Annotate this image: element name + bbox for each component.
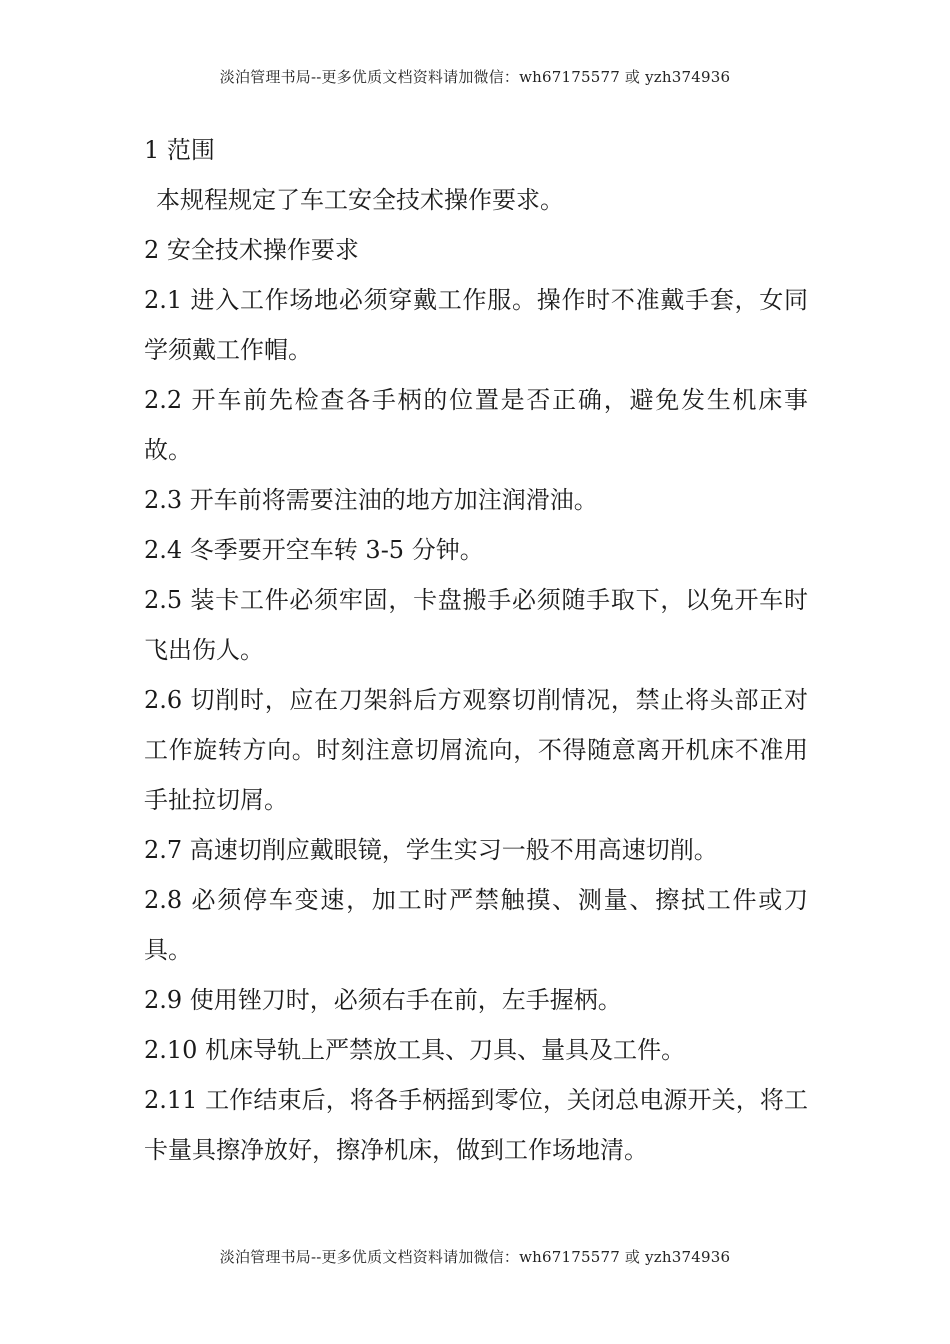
clause-2-3: 2.3 开车前将需要注油的地方加注润滑油。 — [144, 486, 598, 514]
clause-2-5: 2.5 装卡工件必须牢固，卡盘搬手必须随手取下，以免开车时飞出伤人。 — [144, 586, 808, 664]
clause-2-10: 2.10 机床导轨上严禁放工具、刀具、量具及工件。 — [144, 1036, 686, 1064]
clause-2-6: 2.6 切削时，应在刀架斜后方观察切削情况，禁止将头部正对工作旋转方向。时刻注意切屑流向，不得随意离开机床不准用手扯拉切屑。 — [144, 686, 808, 814]
clause-2-2: 2.2 开车前先检查各手柄的位置是否正确，避免发生机床事故。 — [144, 386, 808, 464]
clause-2-11: 2.11 工作结束后，将各手柄摇到零位，关闭总电源开关，将工卡量具擦净放好，擦净机床，做到工作场地清。 — [144, 1086, 808, 1164]
clause-2-4: 2.4 冬季要开空车转 3-5 分钟。 — [144, 536, 484, 564]
page-footer: 淡泊管理书局--更多优质文档资料请加微信：wh67175577 或 yzh374936 — [219, 1248, 731, 1266]
clause-2-9: 2.9 使用锉刀时，必须右手在前，左手握柄。 — [144, 986, 622, 1014]
clause-2-1: 2.1 进入工作场地必须穿戴工作服。操作时不准戴手套，女同学须戴工作帽。 — [144, 286, 808, 364]
section-1-body: 本规程规定了车工安全技术操作要求。 — [156, 186, 564, 214]
clause-2-7: 2.7 高速切削应戴眼镜，学生实习一般不用高速切削。 — [144, 836, 718, 864]
clause-2-8: 2.8 必须停车变速，加工时严禁触摸、测量、擦拭工件或刀具。 — [144, 886, 808, 964]
section-2-title: 2 安全技术操作要求 — [144, 236, 359, 264]
section-1-title: 1 范围 — [144, 136, 215, 164]
page-header: 淡泊管理书局--更多优质文档资料请加微信：wh67175577 或 yzh374936 — [219, 68, 731, 86]
document-body — [144, 125, 808, 1175]
